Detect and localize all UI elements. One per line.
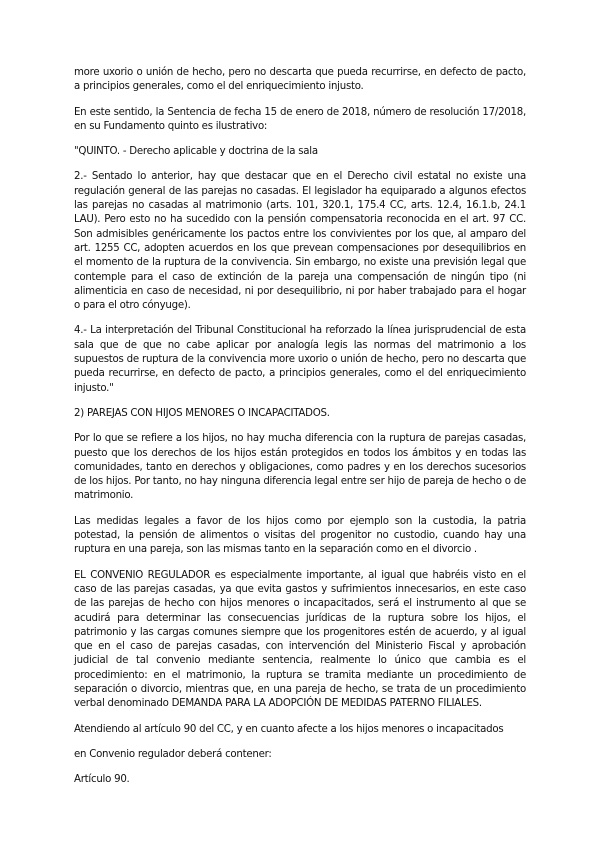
quote-paragraph-2: 2.- Sentado lo anterior, hay que destacar que en el Derecho civil estatal no existe una regulación general de las parejas no casadas. El legislador ha equiparado a algunos efectos las parejas no casadas al matrimonio (arts. 101, 320.1, 175.4 CC, arts. 12.4, 16.1.b, 24.1 LAU). Pero esto no ha sucedido con la pensión compensatoria reconocida en el art. 97 CC. Son admisibles genéricamente los pactos entre los convivientes por los que, al amparo del art. 1255 CC, adopten acuerdos en los que prevean compensaciones por desequilibrios en el momento de la ruptura de la convivencia. Sin embargo, no existe una previsión legal que contemple para el caso de extinción de la pareja una compensación de ningún tipo (ni alimenticia en caso de necesidad, ni por desequilibrio, ni por haber trabajado para el hogar o para el otro cónyuge). <box>74 171 526 312</box>
paragraph-hijos: Por lo que se refiere a los hijos, no hay mucha diferencia con la ruptura de parejas casadas, puesto que los derechos de los hijos están protegidos en todos los ámbitos y en todas las comunidades, tanto en derechos y obligaciones, como padres y en los derechos sucesorios de los hijos. Por tanto, no hay ninguna diferencia legal entre ser hijo de pareja de hecho o de matrimonio. <box>74 433 526 502</box>
paragraph-medidas-legales: Las medidas legales a favor de los hijos como por ejemplo son la custodia, la patria potestad, la pensión de alimentos o visitas del progenitor no custodio, cuando hay una ruptura en una pareja, son las mismas tanto en la separación como en el divorcio . <box>74 515 526 556</box>
document-body <box>74 66 526 787</box>
paragraph-convenio-regulador: EL CONVENIO REGULADOR es especialmente importante, al igual que habréis visto en el caso de las parejas casadas, ya que evita gastos y sufrimientos innecesarios, en este caso de las parejas de hecho con hijos menores o incapacitados, será el instrumento al que se acudirá para determinar las consecuencias jurídicas de la ruptura sobre los hijos, el patrimonio y las cargas comunes siempre que los progenitores estén de acuerdo, y al igual que en el caso de parejas casadas, con intervención del Ministerio Fiscal y aprobación judicial de tal convenio mediante sentencia, realmente lo único que cambia es el procedimiento: en el matrimonio, la ruptura se tramita mediante un procedimiento de separación o divorcio, mientras que, en una pareja de hecho, se trata de un procedimiento verbal denominado DEMANDA PARA LA ADOPCIÓN DE MEDIDAS PATERNO FILIALES. <box>74 569 526 710</box>
section-heading-parejas-con-hijos: 2) PAREJAS CON HIJOS MENORES O INCAPACITADOS. <box>74 407 330 419</box>
paragraph-convenio-contenido: en Convenio regulador deberá contener: <box>74 748 272 760</box>
paragraph-continuation: more uxorio o unión de hecho, pero no descarta que pueda recurrirse, en defecto de pacto, a principios generales, como el del enriquecimiento injusto. <box>74 67 526 93</box>
paragraph-sentencia-intro: En este sentido, la Sentencia de fecha 15 de enero de 2018, número de resolución 17/2018, en su Fundamento quinto es ilustrativo: <box>74 106 526 132</box>
paragraph-articulo-90: Artículo 90. <box>74 774 130 786</box>
paragraph-articulo-90-intro: Atendiendo al artículo 90 del CC, y en cuanto afecte a los hijos menores o incapacitados <box>74 723 504 735</box>
quote-paragraph-4: 4.- La interpretación del Tribunal Constitucional ha reforzado la línea jurisprudencial de esta sala que de que no cabe aplicar por analogía legis las normas del matrimonio a los supuestos de ruptura de la convivencia more uxorio o unión de hecho, pero no descarta que pueda recurrirse, en defecto de pacto, a principios generales, como el del enriquecimiento injusto." <box>74 325 526 394</box>
quote-heading-quinto: "QUINTO. - Derecho aplicable y doctrina de la sala <box>74 146 318 158</box>
